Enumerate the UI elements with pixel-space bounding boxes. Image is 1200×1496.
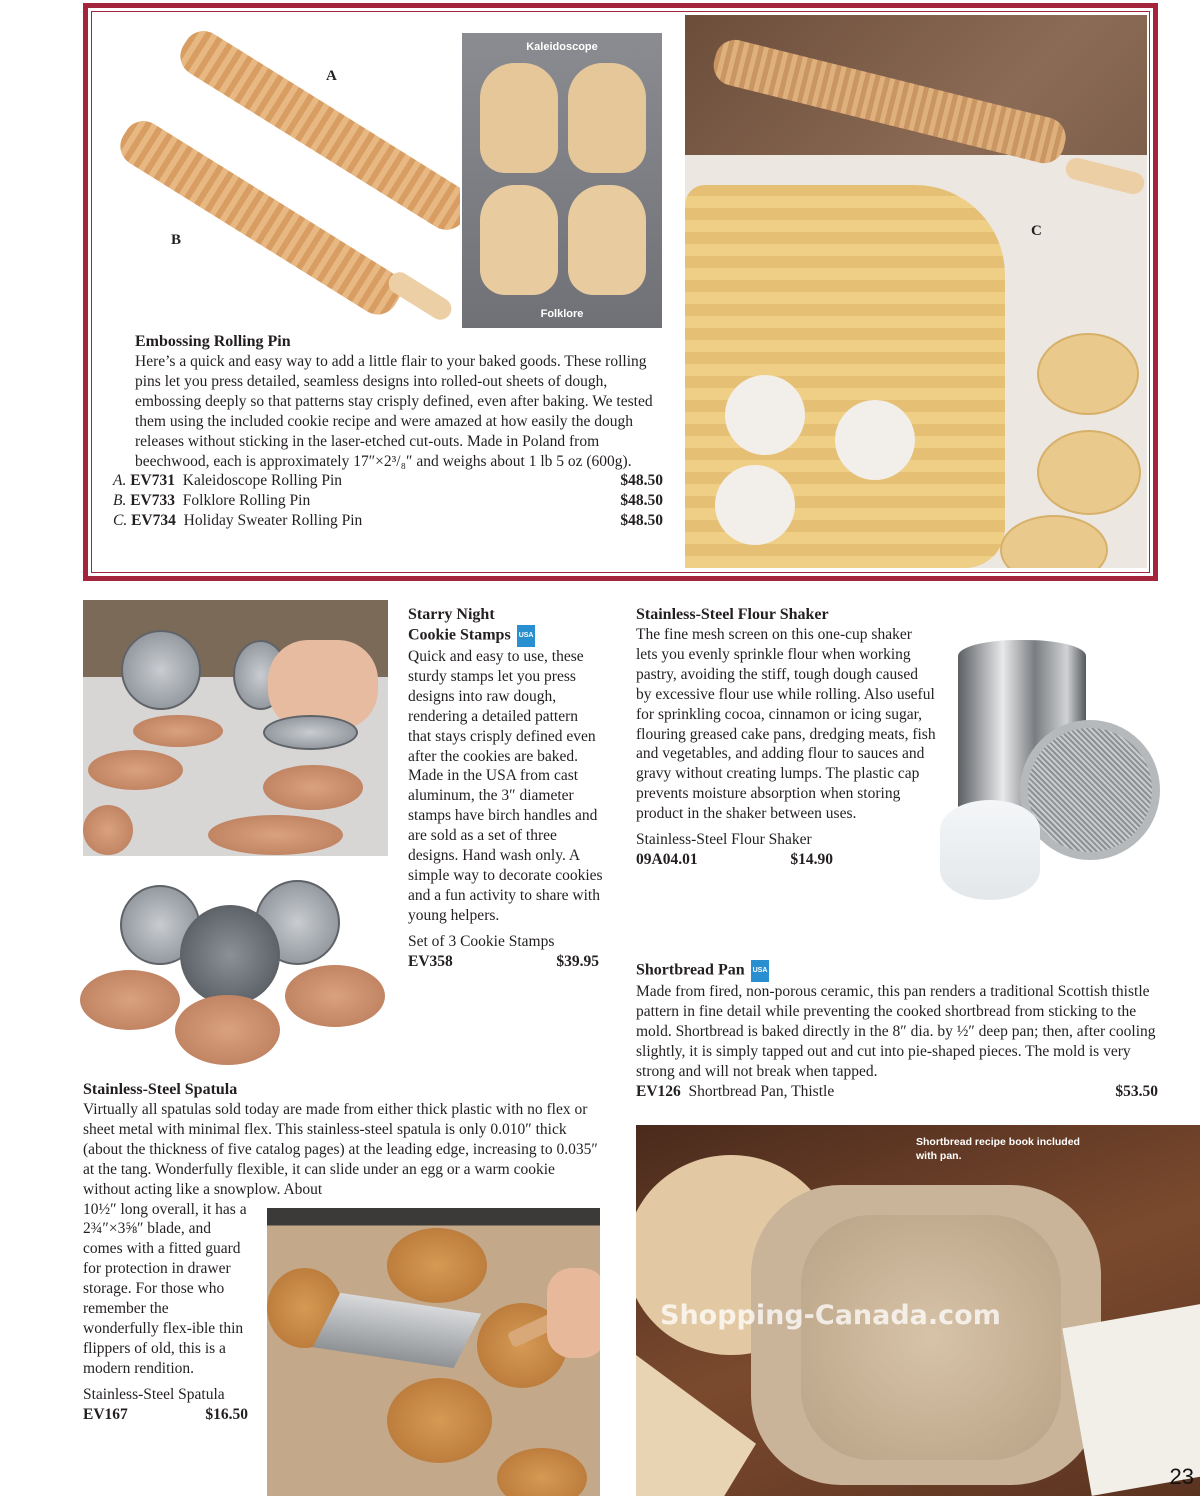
shaker-title: Stainless-Steel Flour Shaker xyxy=(636,606,829,623)
stamps-title-line2: Cookie Stamps xyxy=(408,626,511,644)
item-price: $48.50 xyxy=(620,492,663,510)
item-name: Folklore Rolling Pin xyxy=(182,492,311,510)
item-code: EV167 xyxy=(83,1405,128,1423)
stamp-set-photo xyxy=(80,870,390,1070)
stamps-title-line1: Starry Night xyxy=(408,606,495,623)
shaker-item-name: Stainless-Steel Flour Shaker xyxy=(636,831,812,849)
spatula-description-narrow: 10½″ long overall, it has a 2¾″×3⅝″ blade, and comes with a fitted guard for protection in drawer storage. For those who remember the wonderfully flex-ible thin flippers of old, this is a modern rendition. xyxy=(83,1200,247,1377)
item-code: EV733 xyxy=(130,492,176,510)
stamps-item-name: Set of 3 Cookie Stamps xyxy=(408,932,555,950)
spatula-photo xyxy=(267,1208,600,1496)
page-number: 23 xyxy=(1169,1464,1194,1489)
cookie-inset-photo xyxy=(462,33,662,328)
order-line-c xyxy=(113,511,663,531)
spatula-copy-narrow xyxy=(83,1200,248,1425)
item-price: $39.95 xyxy=(556,952,599,970)
shortbread-order-line xyxy=(636,1082,1158,1102)
rolling-pins-photo xyxy=(75,0,460,328)
rolling-pin-title: Embossing Rolling Pin xyxy=(135,333,291,350)
stamps-copy xyxy=(408,605,603,972)
order-line-b xyxy=(113,491,663,511)
usa-badge: USA xyxy=(751,960,770,982)
item-price: $14.90 xyxy=(790,850,833,868)
flour-shaker-photo xyxy=(940,630,1170,915)
item-price: $48.50 xyxy=(620,512,663,530)
shaker-copy xyxy=(636,605,936,870)
photo-caption: Shortbread recipe book included with pan. xyxy=(916,1136,1080,1162)
item-code: EV734 xyxy=(131,512,176,530)
label-c: C xyxy=(1031,223,1042,239)
item-name: Kaleidoscope Rolling Pin xyxy=(182,472,343,490)
item-price: $48.50 xyxy=(620,472,663,490)
stamps-description: Quick and easy to use, these sturdy stamps let you press designs into raw dough, rendering a detailed pattern that stays crisply defined even after the cookies are baked. Made in the USA from cast aluminum, the 3″ diameter stamps have birch handles and are sold as a set of three designs. Hand wash only. A simple way to decorate cookies and a fun activity to share with young helpers. xyxy=(408,648,603,924)
item-code: EV126 xyxy=(636,1082,681,1100)
item-name: Shortbread Pan, Thistle xyxy=(688,1082,835,1100)
shortbread-copy xyxy=(636,960,1158,1101)
usa-badge: USA xyxy=(517,625,536,647)
inset-label-folklore: Folklore xyxy=(540,308,584,320)
rolling-pin-order-list xyxy=(113,471,663,531)
inset-label-kaleidoscope: Kaleidoscope xyxy=(526,41,598,53)
label-b: B xyxy=(171,232,182,248)
spatula-title: Stainless-Steel Spatula xyxy=(83,1081,238,1098)
rolling-pin-description: Here’s a quick and easy way to add a little flair to your baked goods. These rolling pins let you press detailed, seamless designs into rolled-out sheets of dough, embossing deeply so that patterns stay crisply defined, even after baking. We tested them using the included cookie recipe and were amazed at how easily the dough releases without sticking in the laser-etched cut-outs. Made in Poland from beechwood, each is approximately 17″×2³/₈″ and weighs about 1 lb 5 oz (600g). xyxy=(135,353,653,470)
spatula-item-name: Stainless-Steel Spatula xyxy=(83,1385,225,1403)
item-letter: B. xyxy=(113,492,127,510)
label-a: A xyxy=(326,68,337,84)
item-code: EV731 xyxy=(130,472,176,490)
item-code: EV358 xyxy=(408,952,453,970)
item-letter: C. xyxy=(113,512,128,530)
watermark: Shopping-Canada.com xyxy=(660,1300,1001,1331)
shaker-order-line xyxy=(636,850,833,870)
spatula-description-wide: Virtually all spatulas sold today are made from either thick plastic with no flex or sheet metal with minimal flex. This stainless-steel spatula is only 0.010″ thick (about the thickness of five catalog pages) at the leading edge, increasing to 0.035″ at the tang. Wonderfully flexible, it can slide under an egg or a warm cookie without acting like a snowplow. About xyxy=(83,1101,598,1198)
item-name: Holiday Sweater Rolling Pin xyxy=(183,512,363,530)
holiday-sweater-photo xyxy=(685,15,1147,568)
spatula-order-line xyxy=(83,1405,248,1425)
item-price: $53.50 xyxy=(1115,1082,1158,1100)
stamps-order-line xyxy=(408,952,599,972)
shaker-description: The fine mesh screen on this one-cup shaker lets you evenly sprinkle flour when working pastry, avoiding the stiff, tough dough caused by excessive flour use while rolling. Also useful for sprinkling cocoa, cinnamon or icing sugar, flouring greased cake pans, dredging meats, fish and vegetables, and adding flour to sauces and gravy without creating lumps. The plastic cap prevents moisture absorption when storing product in the shaker between uses. xyxy=(636,626,936,823)
shortbread-description: Made from fired, non-porous ceramic, this pan renders a traditional Scottish thistle pattern in fine detail while preventing the cooked shortbread from sticking to the mold. Shortbread is baked directly in the 8″ dia. by ½″ deep pan; then, after cooling slightly, it is simply tapped out and cut into pie-shaped pieces. The mold is very strong and will not break when tapped. xyxy=(636,983,1156,1080)
rolling-pin-copy xyxy=(113,332,663,531)
item-letter: A. xyxy=(113,472,127,490)
shortbread-title: Shortbread Pan xyxy=(636,961,745,979)
item-code: 09A04.01 xyxy=(636,850,698,868)
stamps-in-use-photo xyxy=(83,600,388,856)
order-line-a xyxy=(113,471,663,491)
item-price: $16.50 xyxy=(205,1405,248,1423)
